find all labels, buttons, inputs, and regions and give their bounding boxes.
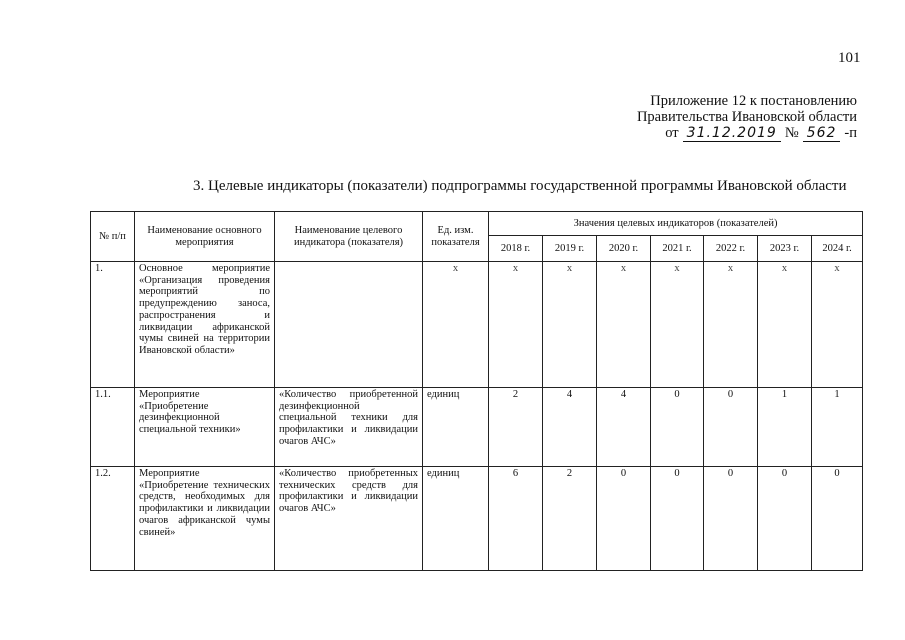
- row-value: x: [651, 262, 704, 388]
- row-value: 1: [812, 388, 863, 467]
- header-year: 2024 г.: [812, 236, 863, 262]
- row-value: 0: [704, 388, 758, 467]
- row-indicator: [275, 262, 423, 388]
- row-num: 1.1.: [91, 388, 135, 467]
- handwritten-number: 562: [803, 125, 841, 142]
- row-value: 1: [758, 388, 812, 467]
- row-unit: x: [423, 262, 489, 388]
- row-value: x: [543, 262, 597, 388]
- header-year: 2018 г.: [489, 236, 543, 262]
- row-value: 0: [651, 467, 704, 571]
- header-year: 2021 г.: [651, 236, 704, 262]
- row-value: x: [597, 262, 651, 388]
- number-suffix: -п: [844, 125, 857, 141]
- row-value: 2: [489, 388, 543, 467]
- handwritten-date: 31.12.2019: [683, 125, 781, 142]
- row-value: 0: [651, 388, 704, 467]
- row-event: Мероприятие «Приобретение технических средств, необходимых для профилактики и ликвидации очагов африканской чумы свиней»: [135, 467, 275, 571]
- row-unit: единиц: [423, 388, 489, 467]
- indicators-table: [90, 211, 863, 571]
- row-value: x: [758, 262, 812, 388]
- header-unit: Ед. изм. показателя: [423, 212, 489, 262]
- row-value: 0: [597, 467, 651, 571]
- header-num: № п/п: [91, 212, 135, 262]
- appendix-signature-line: [557, 125, 857, 142]
- row-value: x: [812, 262, 863, 388]
- header-values-group: Значения целевых индикаторов (показателей): [489, 212, 863, 236]
- number-label: №: [784, 125, 799, 141]
- header-year: 2022 г.: [704, 236, 758, 262]
- row-num: 1.2.: [91, 467, 135, 571]
- row-value: 6: [489, 467, 543, 571]
- row-event: Основное мероприятие «Организация проведения мероприятий по предупреждению заноса, распространения и ликвидации африканской чумы свиней на территории Ивановской области»: [135, 262, 275, 388]
- page-number: 101: [838, 50, 861, 66]
- row-value: 0: [812, 467, 863, 571]
- header-year: 2023 г.: [758, 236, 812, 262]
- row-value: 0: [758, 467, 812, 571]
- table-row: [91, 388, 863, 467]
- row-event: Мероприятие «Приобретение дезинфекционной специальной техники»: [135, 388, 275, 467]
- row-unit: единиц: [423, 467, 489, 571]
- row-value: x: [489, 262, 543, 388]
- header-year: 2019 г.: [543, 236, 597, 262]
- row-value: 0: [704, 467, 758, 571]
- section-title: 3. Целевые индикаторы (показатели) подпрограммы государственной программы Ивановской области: [193, 178, 847, 194]
- row-indicator: «Количество приобретенных технических средств для профилактики и ликвидации очагов АЧС»: [275, 467, 423, 571]
- appendix-block: [557, 93, 857, 142]
- table-row: [91, 467, 863, 571]
- row-value: 4: [543, 388, 597, 467]
- row-value: x: [704, 262, 758, 388]
- row-value: 2: [543, 467, 597, 571]
- header-indicator: Наименование целевого индикатора (показателя): [275, 212, 423, 262]
- table-row: [91, 262, 863, 388]
- row-value: 4: [597, 388, 651, 467]
- row-indicator: «Количество приобретенной дезинфекционной специальной техники для профилактики и ликвидации очагов АЧС»: [275, 388, 423, 467]
- from-label: от: [665, 125, 679, 141]
- appendix-line-1: Приложение 12 к постановлению: [650, 93, 857, 109]
- appendix-line-2: Правительства Ивановской области: [636, 109, 857, 125]
- header-year: 2020 г.: [597, 236, 651, 262]
- header-event: Наименование основного мероприятия: [135, 212, 275, 262]
- row-num: 1.: [91, 262, 135, 388]
